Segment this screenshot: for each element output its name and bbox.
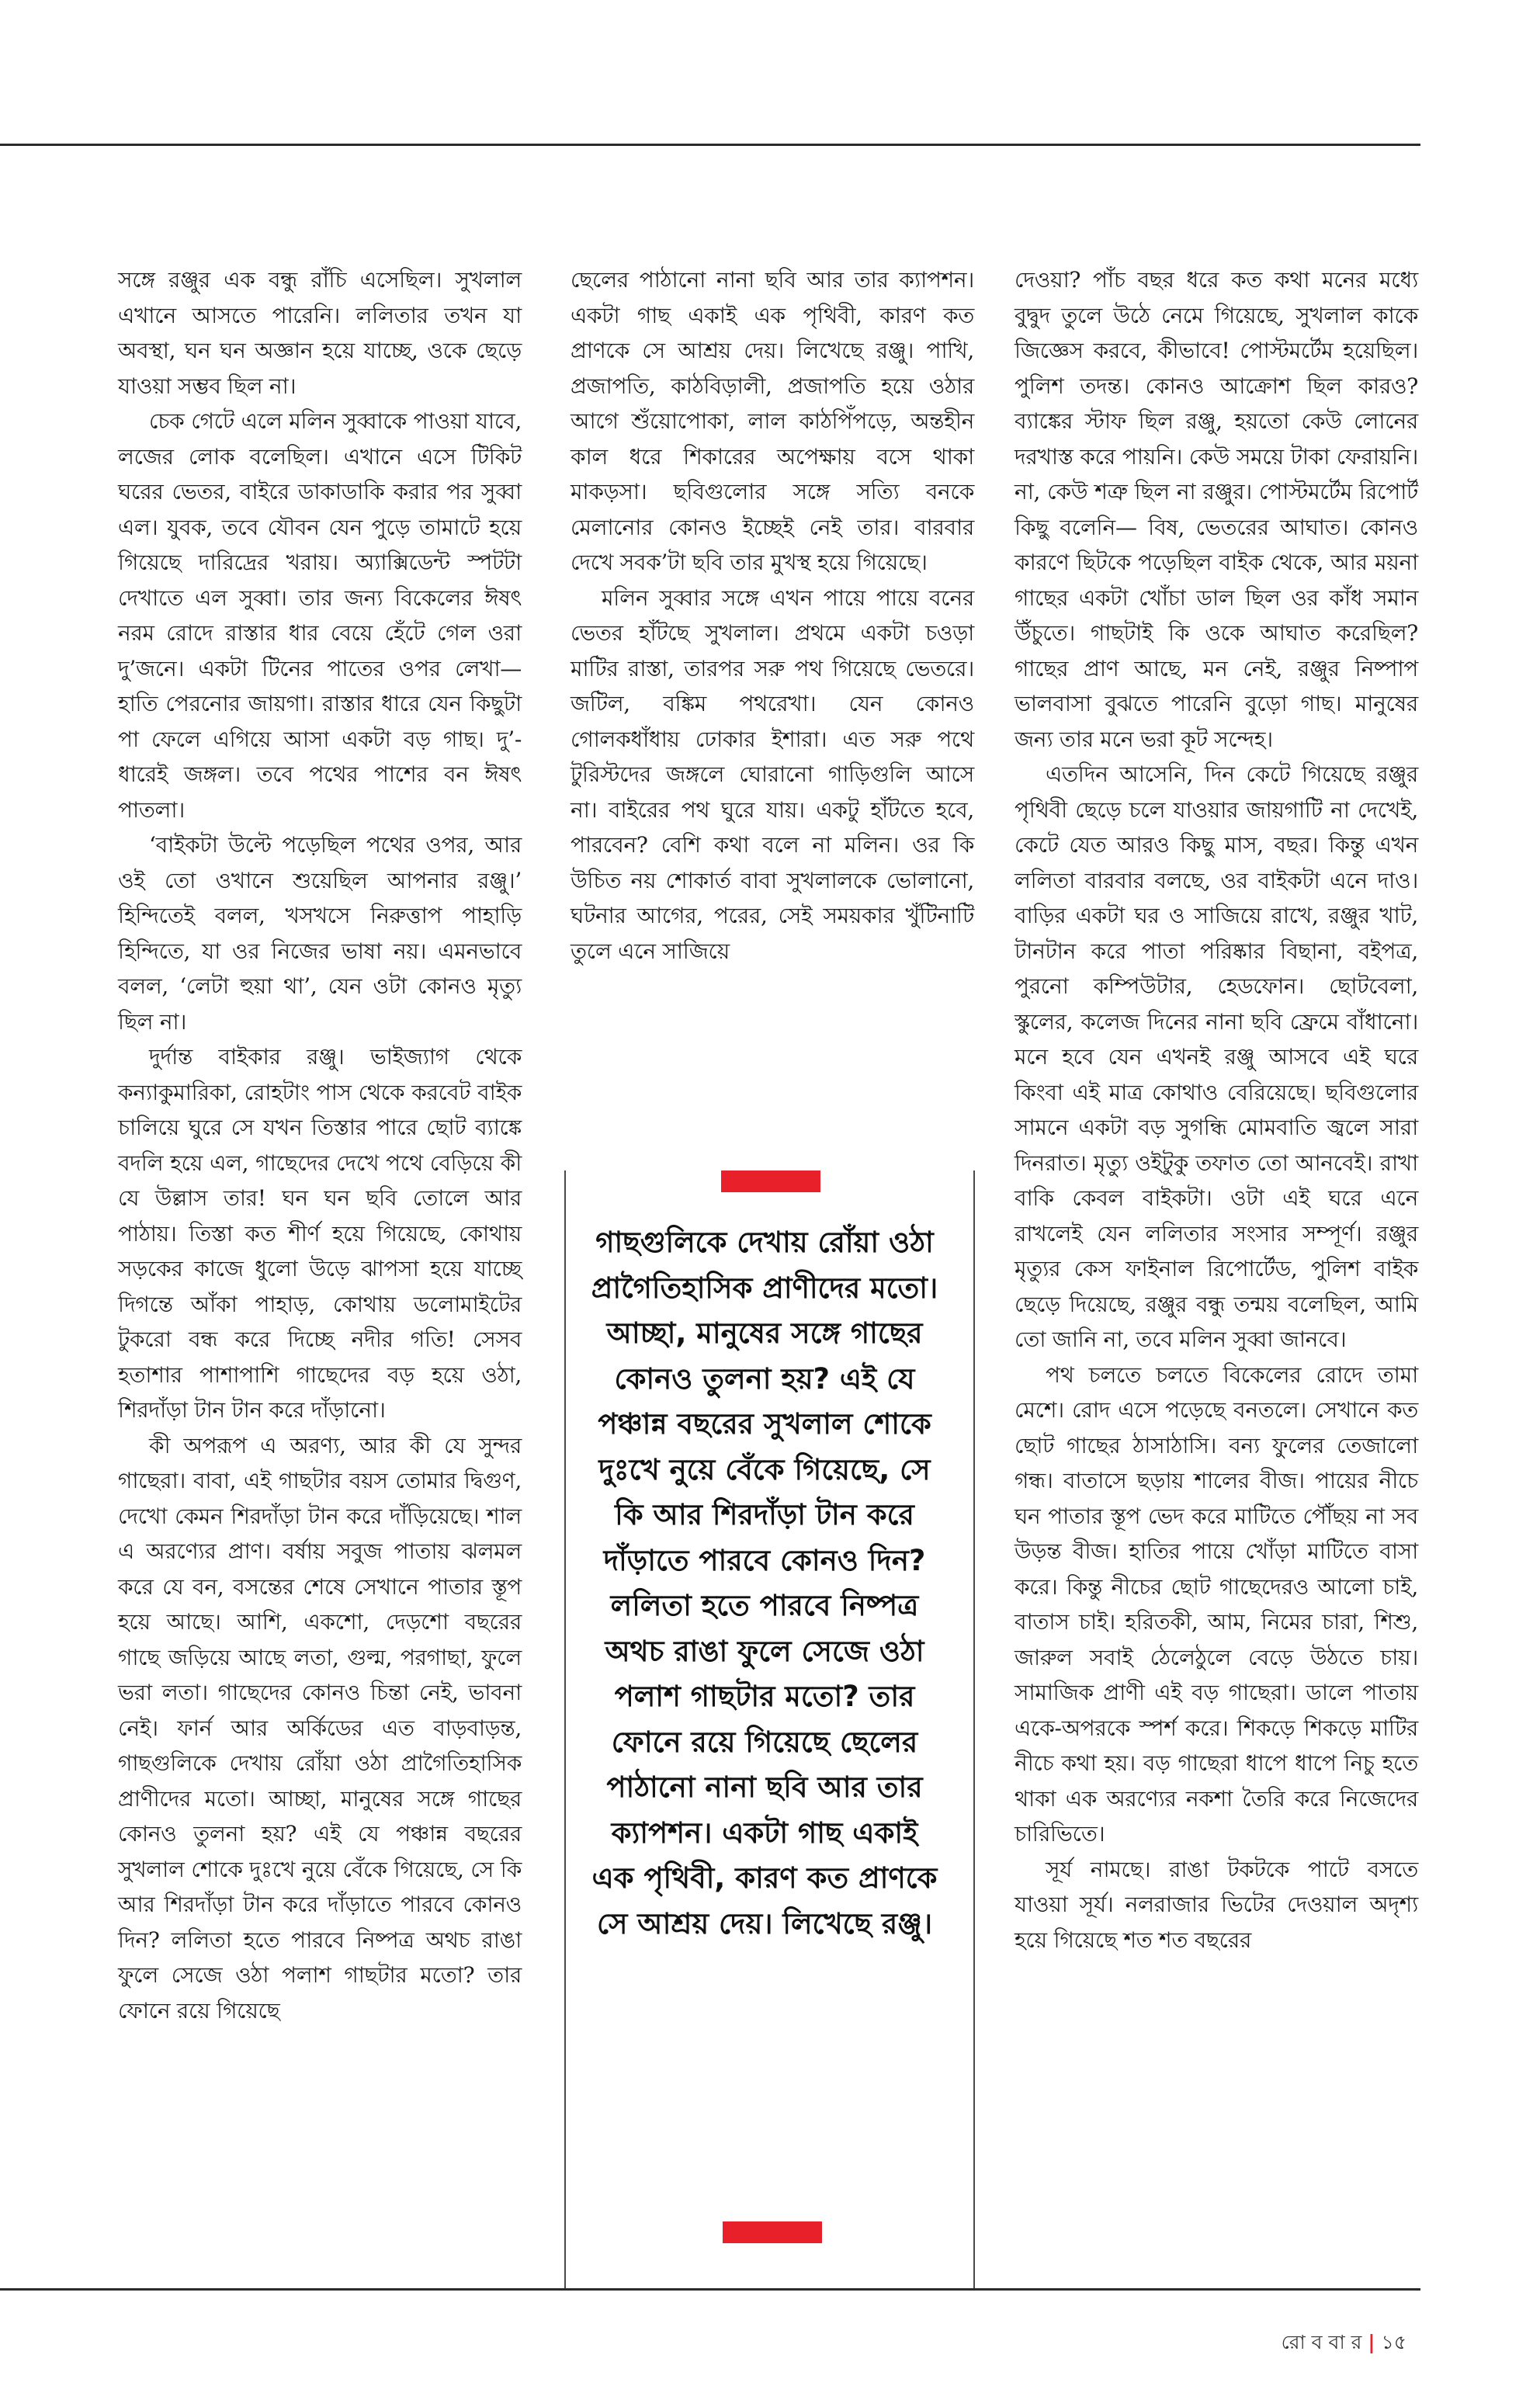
- paragraph: এতদিন আসেনি, দিন কেটে গিয়েছে রঞ্জুর পৃথিবী ছেড়ে চলে যাওয়ার জায়গাটি না দেখেই, কেটে যেত আরও কিছু মাস, বছর। কিন্তু এখন ললিতা বারবার বলছে, ওর বাইকটা এনে দাও। বাড়ির একটা ঘর ও সাজিয়ে রাখে, রঞ্জুর খাট, টানটান করে পাতা পরিষ্কার বিছানা, বইপত্র, পুরনো কম্পিউটার, হেডফোন। ছোটবেলা, স্কুলের, কলেজ দিনের নানা ছবি ফ্রেমে বাঁধানো। মনে হবে যেন এখনই রঞ্জু আসবে এই ঘরে কিংবা এই মাত্র কোথাও বেরিয়েছে। ছবিগুলোর সামনে একটা বড় সুগন্ধি মোমবাতি জ্বলে সারা দিনরাত। মৃত্যু ওইটুকু তফাত তো আনবেই। রাখা বাকি কেবল বাইকটা। ওটা এই ঘরে এনে রাখলেই যেন ললিতার সংসার সম্পূর্ণ। রঞ্জুর মৃত্যুর কেস ফাইনাল রিপোর্টেড, পুলিশ বাইক ছেড়ে দিয়েছে, রঞ্জুর বন্ধু তন্ময় বলেছিল, আমি তো জানি না, তবে মলিন সুব্বা জানবে।: [1015, 761, 1418, 1352]
- paragraph: পথ চলতে চলতে বিকেলের রোদে তামা মেশে। রোদ এসে পড়েছে বনতলে। সেখানে কত ছোট গাছের ঠাসাঠাসি। বন্য ফুলের তেজালো গন্ধ। বাতাসে ছড়ায় শালের বীজ। পায়ের নীচে ঘন পাতার স্তূপ ভেদ করে মাটিতে পৌঁছয় না সব উড়ন্ত বীজ। হাতির পায়ে খোঁড়া মাটিতে বাসা করে। কিন্তু নীচের ছোট গাছেদেরও আলো চাই, বাতাস চাই। হরিতকী, আম, নিমের চারা, শিশু, জারুল সবাই ঠেলেঠুলে বেড়ে উঠতে চায়। সামাজিক প্রাণী এই বড় গাছেরা। ডালে পাতায় একে-অপরকে স্পর্শ করে। শিকড়ে শিকড়ে মাটির নীচে কথা হয়। বড় গাছেরা ধাপে ধাপে নিচু হতে থাকা এক অরণ্যের নকশা তৈরি করে নিজেদের চারিভিতে।: [1015, 1361, 1418, 1847]
- pull-quote-right-divider: [973, 1170, 975, 2288]
- bottom-rule: [0, 2288, 1420, 2291]
- paragraph: চেক গেটে এলে মলিন সুব্বাকে পাওয়া যাবে, লজের লোক বলেছিল। এখানে এসে টিকিট ঘরের ভেতর, বাইরে ডাকাডাকি করার পর সুব্বা এল। যুবক, তবে যৌবন যেন পুড়ে তামাটে হয়ে গিয়েছে দারিদ্রের খরায়। অ্যাক্সিডেন্ট স্পটটা দেখাতে এল সুব্বা। তার জন্য বিকেলের ঈষৎ নরম রোদে রাস্তার ধার বেয়ে হেঁটে গেল ওরা দু’জনে। একটা টিনের পাতের ওপর লেখা— হাতি পেরনোর জায়গা। রাস্তার ধারে যেন কিছুটা পা ফেলে এগিয়ে আসা একটা বড় গাছ। দু’-ধারেই জঙ্গল। তবে পথের পাশের বন ঈষৎ পাতলা।: [118, 408, 522, 823]
- paragraph: ছেলের পাঠানো নানা ছবি আর তার ক্যাপশন। একটা গাছ একাই এক পৃথিবী, কারণ কত প্রাণকে সে আশ্রয় দেয়। লিখেছে রঞ্জু। পাখি, প্রজাপতি, কাঠবিড়ালী, প্রজাপতি হয়ে ওঠার আগে শুঁয়োপোকা, লাল কাঠপিঁপড়ে, অন্তহীন কাল ধরে শিকারের অপেক্ষায় বসে থাকা মাকড়সা। ছবিগুলোর সঙ্গে সত্যি বনকে মেলানোর কোনও ইচ্ছেই নেই তার। বারবার দেখে সবক’টা ছবি তার মুখস্থ হয়ে গিয়েছে।: [571, 267, 974, 575]
- paragraph: দুর্দান্ত বাইকার রঞ্জু। ভাইজ্যাগ থেকে কন্যাকুমারিকা, রোহটাং পাস থেকে করবেট বাইক চালিয়ে ঘুরে সে যখন তিস্তার পারে ছোট ব্যাঙ্কে বদলি হয়ে এল, গাছেদের দেখে পথে বেড়িয়ে কী যে উল্লাস তার! ঘন ঘন ছবি তোলে আর পাঠায়। তিস্তা কত শীর্ণ হয়ে গিয়েছে, কোথায় সড়কের কাজে ধুলো উড়ে ঝাপসা হয়ে যাচ্ছে দিগন্তে আঁকা পাহাড়, কোথায় ডলোমাইটের টুকরো বন্ধ করে দিচ্ছে নদীর গতি! সেসব হতাশার পাশাপাশি গাছেদের বড় হয়ে ওঠা, শিরদাঁড়া টান টান করে দাঁড়ানো।: [118, 1044, 522, 1423]
- pull-quote-red-bar-bottom: [723, 2221, 822, 2243]
- magazine-name: রো ব বা র: [1281, 2331, 1362, 2353]
- footer-separator: |: [1368, 2331, 1375, 2353]
- paragraph: দেওয়া? পাঁচ বছর ধরে কত কথা মনের মধ্যে বুদ্বুদ তুলে উঠে নেমে গিয়েছে, সুখলাল কাকে জিজ্ঞেস করবে, কীভাবে! পোস্টমর্টেম হয়েছিল। পুলিশ তদন্ত। কোনও আক্রোশ ছিল কারও? ব্যাঙ্কের স্টাফ ছিল রঞ্জু, হয়তো কেউ লোনের দরখাস্ত করে পায়নি। কেউ সময়ে টাকা ফেরায়নি। না, কেউ শত্রু ছিল না রঞ্জুর। পোস্টমর্টেম রিপোর্ট কিছু বলেনি— বিষ, ভেতরের আঘাত। কোনও কারণে ছিটকে পড়েছিল বাইক থেকে, আর ময়না গাছের একটা খোঁচা ডাল ছিল ওর কাঁধ সমান উঁচুতে। গাছটাই কি ওকে আঘাত করেছিল? গাছের প্রাণ আছে, মন নেই, রঞ্জুর নিষ্পাপ ভালবাসা বুঝতে পারেনি বুড়ো গাছ। মানুষের জন্য তার মনে ভরা কূট সন্দেহ।: [1015, 267, 1418, 752]
- article-column-3: [1015, 262, 1418, 1958]
- article-column-1: [118, 262, 522, 2028]
- paragraph: সঙ্গে রঞ্জুর এক বন্ধু রাঁচি এসেছিল। সুখলাল এখানে আসতে পারেনি। ললিতার তখন যা অবস্থা, ঘন ঘন অজ্ঞান হয়ে যাচ্ছে, ওকে ছেড়ে যাওয়া সম্ভব ছিল না।: [118, 267, 522, 399]
- top-rule: [0, 144, 1420, 146]
- paragraph: সূর্য নামছে। রাঙা টকটকে পাটে বসতে যাওয়া সূর্য। নলরাজার ভিটের দেওয়াল অদৃশ্য হয়ে গিয়েছে শত শত বছরের: [1015, 1856, 1418, 1953]
- page-footer: [1282, 2327, 1406, 2360]
- article-column-2: [571, 262, 974, 969]
- paragraph: ‘বাইকটা উল্টে পড়েছিল পথের ওপর, আর ওই তো ওখানে শুয়েছিল আপনার রঞ্জু।’ হিন্দিতেই বলল, খসখসে নিরুত্তাপ পাহাড়ি হিন্দিতে, যা ওর নিজের ভাষা নয়। এমনভাবে বলল, ‘লেটা হুয়া থা’, যেন ওটা কোনও মৃত্যু ছিল না।: [118, 832, 522, 1035]
- page-number: ১৫: [1381, 2331, 1406, 2353]
- paragraph: কী অপরূপ এ অরণ্য, আর কী যে সুন্দর গাছেরা। বাবা, এই গাছটার বয়স তোমার দ্বিগুণ, দেখো কেমন শিরদাঁড়া টান করে দাঁড়িয়েছে। শাল এ অরণ্যের প্রাণ। বর্ষায় সবুজ পাতায় ঝলমল করে যে বন, বসন্তের শেষে সেখানে পাতার স্তূপ হয়ে আছে। আশি, একশো, দেড়শো বছরের গাছে জড়িয়ে আছে লতা, গুল্ম, পরগাছা, ফুলে ভরা লতা। গাছেদের কোনও চিন্তা নেই, ভাবনা নেই। ফার্ন আর অর্কিডের এত বাড়বাড়ন্ত, গাছগুলিকে দেখায় রোঁয়া ওঠা প্রাগৈতিহাসিক প্রাণীদের মতো। আচ্ছা, মানুষের সঙ্গে গাছের কোনও তুলনা হয়? এই যে পঞ্চান্ন বছরের সুখলাল শোকে দুঃখে নুয়ে বেঁকে গিয়েছে, সে কি আর শিরদাঁড়া টান করে দাঁড়াতে পারবে কোনও দিন? ললিতা হতে পারবে নিষ্পত্র অথচ রাঙা ফুলে সেজে ওঠা পলাশ গাছটার মতো? তার ফোনে রয়ে গিয়েছে: [118, 1432, 522, 2024]
- pull-quote-left-divider: [564, 1170, 566, 2288]
- pull-quote-red-bar-top: [721, 1170, 820, 1192]
- paragraph: মলিন সুব্বার সঙ্গে এখন পায়ে পায়ে বনের ভেতর হাঁটছে সুখলাল। প্রথমে একটা চওড়া মাটির রাস্তা, তারপর সরু পথ গিয়েছে ভেতরে। জটিল, বঙ্কিম পথরেখা। যেন কোনও গোলকধাঁধায় ঢোকার ইশারা। এত সরু পথে টুরিস্টদের জঙ্গলে ঘোরানো গাড়িগুলি আসে না। বাইরের পথ ঘুরে যায়। একটু হাঁটতে হবে, পারবেন? বেশি কথা বলে না মলিন। ওর কি উচিত নয় শোকার্ত বাবা সুখলালকে ভোলানো, ঘটনার আগের, পরের, সেই সময়কার খুঁটিনাটি তুলে এনে সাজিয়ে: [571, 584, 974, 964]
- pull-quote: গাছগুলিকে দেখায় রোঁয়া ওঠা প্রাগৈতিহাসিক প্রাণীদের মতো। আচ্ছা, মানুষের সঙ্গে গাছের কোনও তুলনা হয়? এই যে পঞ্চান্ন বছরের সুখলাল শোকে দুঃখে নুয়ে বেঁকে গিয়েছে, সে কি আর শিরদাঁড়া টান করে দাঁড়াতে পারবে কোনও দিন? ললিতা হতে পারবে নিষ্পত্র অথচ রাঙা ফুলে সেজে ওঠা পলাশ গাছটার মতো? তার ফোনে রয়ে গিয়েছে ছেলের পাঠানো নানা ছবি আর তার ক্যাপশন। একটা গাছ একাই এক পৃথিবী, কারণ কত প্রাণকে সে আশ্রয় দেয়। লিখেছে রঞ্জু।: [591, 1226, 938, 1940]
